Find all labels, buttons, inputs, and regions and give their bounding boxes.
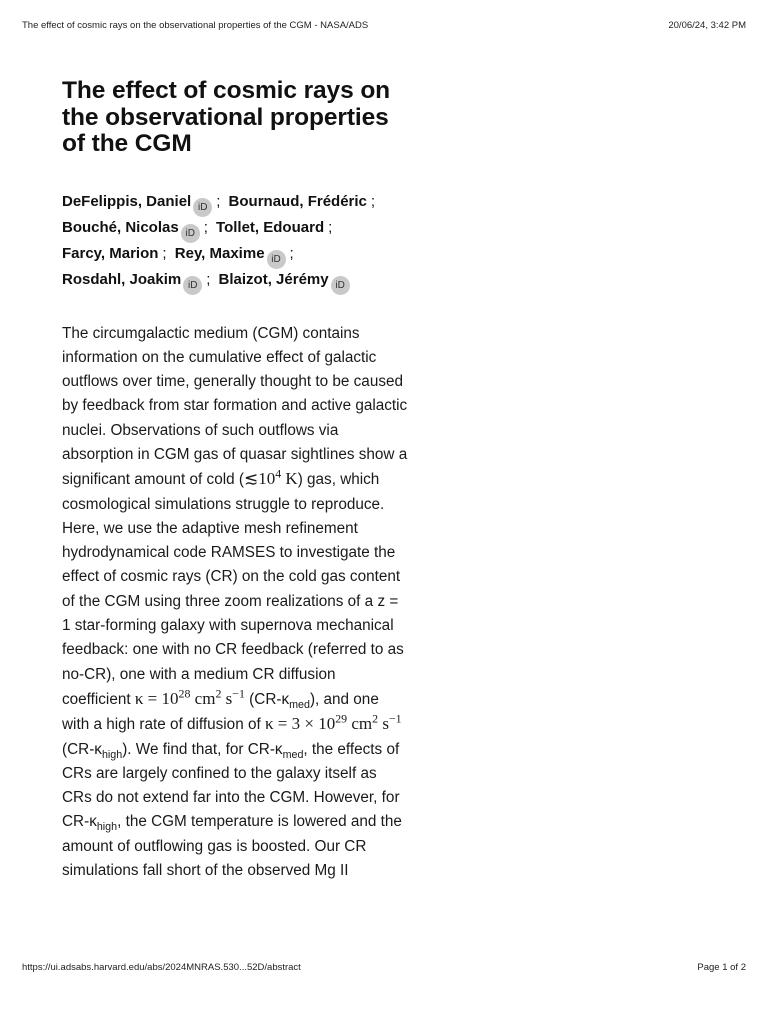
author-separator: ; [370,192,376,210]
abstract-segment: (CR-κ [62,740,102,758]
author-name: Tollet, Edouard [216,218,325,236]
abstract-segment: ). We find that, for CR-κ [122,740,283,758]
print-header-datetime: 20/06/24, 3:42 PM [668,20,746,31]
subscript: high [101,748,123,761]
article [62,78,408,883]
author-separator: ; [328,218,333,236]
author-name: Blaizot, Jérémy [218,270,329,288]
author-link[interactable] [62,245,158,262]
math-part: cm [347,714,373,734]
page-url[interactable]: https://ui.adsabs.harvard.edu/abs/2024MNRAS.530...52D/abstract [22,962,301,973]
author-list [62,191,408,295]
print-header [22,20,746,34]
abstract-segment: , the CGM temperature is lowered and the amount of outflowing gas is boosted. Our CR simulations fall short of the observed Mg II [62,813,402,880]
math-temperature [243,466,298,489]
author-link[interactable] [62,218,200,239]
math-part: κ = 10 [134,688,179,708]
page-title: The effect of cosmic rays on the observational properties of the CGM [62,77,391,157]
math-part: ≲10 [243,469,276,489]
subscript: med [282,748,304,761]
math-unit: K [281,469,298,489]
author-separator: ; [203,218,208,236]
author-name: Bournaud, Frédéric [228,192,367,210]
math-exponent: 28 [178,686,191,701]
print-header-title: The effect of cosmic rays on the observational properties of the CGM - NASA/ADS [22,20,369,31]
author-link[interactable] [218,270,350,291]
subscript: med [289,699,310,711]
math-exponent: −1 [388,711,402,726]
orcid-icon[interactable]: iD [181,224,200,243]
abstract-segment: (CR-κ [244,690,290,708]
math-exponent: 29 [335,711,348,726]
abstract-segment: The circumgalactic medium (CGM) contains information on the cumulative effect of galactic outflows over time, generally thought to be caused by feedback from star formation and active galactic nuclei. Observations of such outflows via absorption in CGM gas of quasar sightlines show a significant amount of cold ( [62,324,408,489]
math-kappa-med [134,686,245,708]
author-name: DeFelippis, Daniel [62,192,192,210]
author-name: Rosdahl, Joakim [62,270,182,288]
author-name: Bouché, Nicolas [62,218,179,236]
abstract-segment: , the effects of CRs are largely confined to the galaxy itself as CRs do not extend far into the CGM. However, for CR-κ [62,740,400,831]
author-link[interactable] [216,219,324,236]
author-link[interactable] [62,192,212,213]
author-name: Rey, Maxime [174,244,265,262]
orcid-icon[interactable]: iD [193,198,212,217]
math-exponent: 2 [215,686,222,701]
math-kappa-high [264,711,402,734]
author-link[interactable] [62,270,202,291]
orcid-icon[interactable]: iD [183,276,202,295]
math-part: s [221,688,233,708]
math-part: cm [190,688,216,708]
orcid-icon[interactable]: iD [267,250,286,269]
author-separator: ; [162,244,167,262]
orcid-icon[interactable]: iD [331,276,350,295]
page-number: Page 1 of 2 [697,962,746,973]
abstract-text [62,322,408,884]
abstract-segment: ), and one with a high rate of diffusion of [62,690,379,734]
author-link[interactable] [174,244,286,265]
math-part: κ = 3 × 10 [264,714,336,734]
math-exponent: 4 [275,466,282,481]
author-name: Farcy, Marion [62,244,159,262]
author-separator: ; [206,270,211,288]
math-exponent: 2 [372,711,379,726]
math-exponent: −1 [232,686,245,701]
author-link[interactable] [229,193,367,210]
author-separator: ; [216,192,221,210]
print-footer [22,962,746,976]
subscript: high [96,821,118,834]
abstract-segment: ) gas, which cosmological simulations struggle to reproduce. Here, we use the adaptive mesh refinement hydrodynamical code RAMSES to investigate the effect of cosmic rays (CR) on the cold gas content of the CGM using three zoom realizations of a z = 1 star-forming galaxy with supernova mechanical feedback: one with no CR feedback (referred to as no-CR), one with a medium CR diffusion coefficient [62,471,404,708]
author-separator: ; [289,244,294,262]
math-part: s [378,714,389,734]
